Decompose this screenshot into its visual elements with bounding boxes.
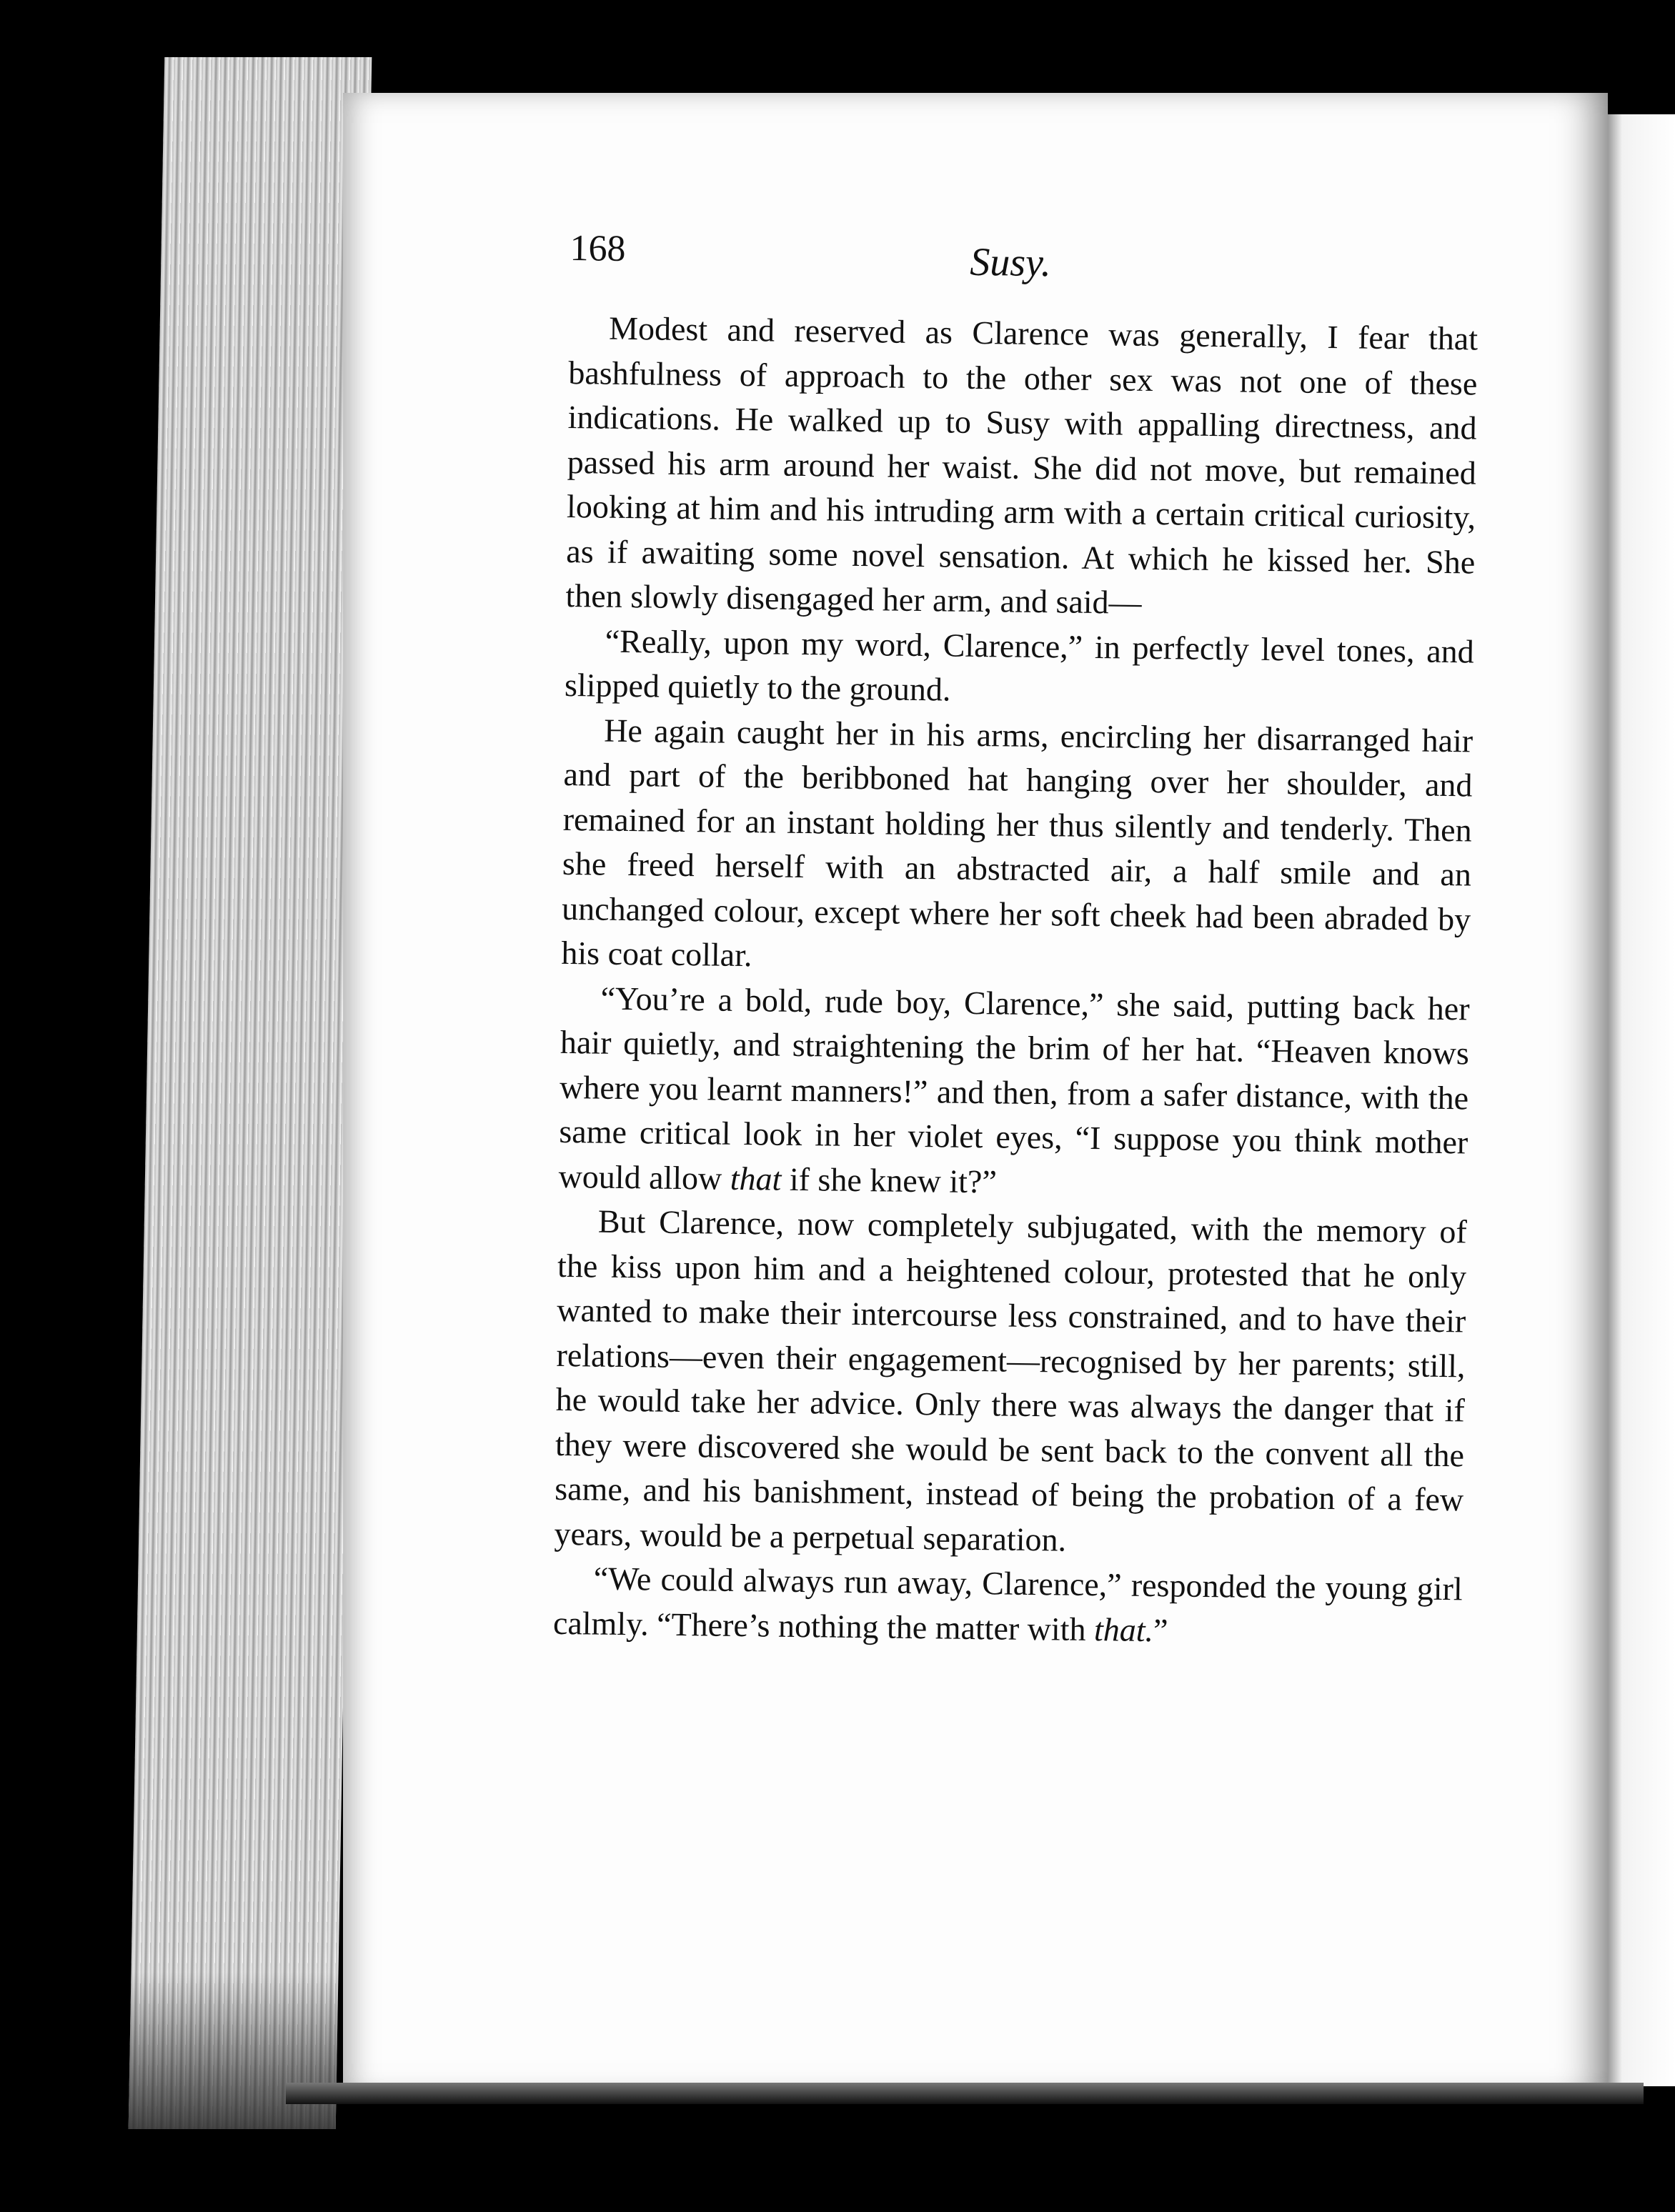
page-number: 168 bbox=[570, 227, 626, 269]
bottom-shadow bbox=[286, 2083, 1644, 2104]
paragraph: But Clarence, now completely subjugated, with the memory of the kiss upon him and a heightened colour, protested that he only wanted to make their intercourse less constrained, and to have their relations—even their engagement—recognised by her parents; still, he would take her advice. Only there was always the danger that if they were discovered she would be sent back to the convent all the same, and his banishment, instead of being the probation of a few years, would be a perpetual separation. bbox=[554, 1202, 1468, 1558]
paragraph: “You’re a bold, rude boy, Clarence,” she said, putting back her hair quietly, and straightening the brim of her hat. “Heaven knows where you learnt manners!” and then, from a safer distance, with the same critical look in her violet eyes, “I suppose you think mother would allow that if she knew it?” bbox=[558, 980, 1470, 1200]
paragraph: “We could always run away, Clarence,” responded the young girl calmly. “There’s nothing the matter with that.” bbox=[552, 1560, 1463, 1648]
page-content bbox=[553, 220, 1479, 1656]
paragraph: “Really, upon my word, Clarence,” in perfectly level tones, and slipped quietly to the ground. bbox=[564, 622, 1475, 708]
paragraph: He again caught her in his arms, encircling her disarranged hair and part of the beribboned hat hanging over her shoulder, and remained for an instant holding her thus silently and tenderly. Then she freed herself with an abstracted air, a half smile and an unchanged colour, except where her soft cheek had been abraded by his coat collar. bbox=[561, 712, 1473, 974]
book-page bbox=[343, 93, 1608, 2093]
page-edges bbox=[129, 57, 372, 2129]
paragraph: Modest and reserved as Clarence was generally, I fear that bashfulness of approach to the other sex was not one of these indications. He walked up to Susy with appalling directness, and passed his arm around her waist. She did not move, but remained looking at him and his intruding arm with a certain critical curiosity, as if awaiting some novel sensation. At which he kissed her. She then slowly disengaged her arm, and said— bbox=[565, 309, 1478, 621]
page-header bbox=[570, 220, 1479, 317]
running-title: Susy. bbox=[969, 239, 1052, 286]
